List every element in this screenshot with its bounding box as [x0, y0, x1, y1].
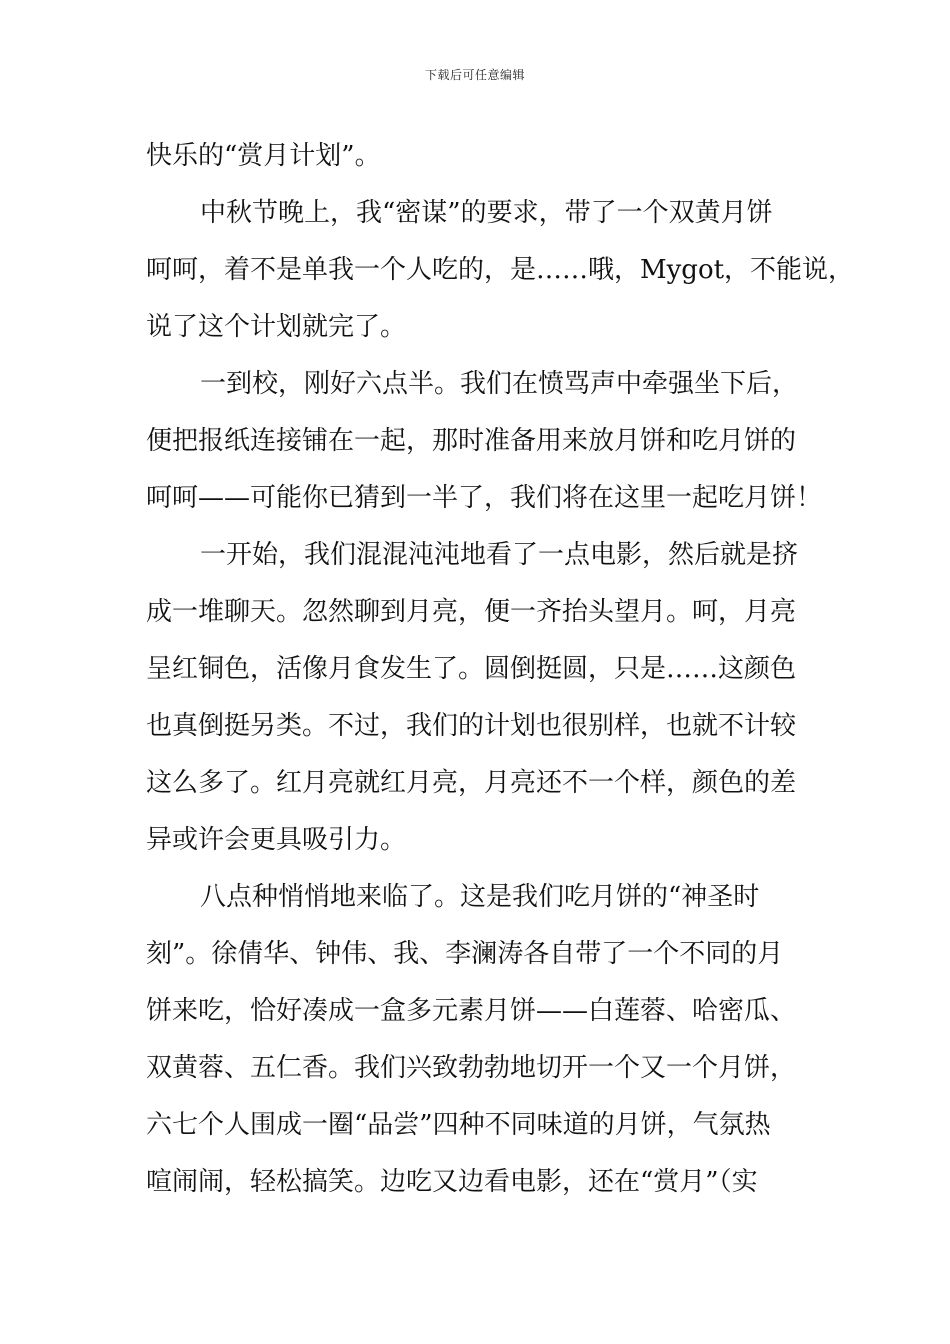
text-line: 刻”。徐倩华、钟伟、我、李澜涛各自带了一个不同的月: [146, 939, 784, 969]
text-line: 八点种悄悄地来临了。这是我们吃月饼的“神圣时: [200, 882, 760, 912]
text-line: 中秋节晚上，我“密谋”的要求，带了一个双黄月饼: [200, 198, 773, 228]
text-line: 一开始，我们混混沌沌地看了一点电影，然后就是挤: [200, 540, 799, 570]
text-line: 饼来吃，恰好凑成一盒多元素月饼——白莲蓉、哈密瓜、: [146, 996, 797, 1026]
document-body: [146, 128, 855, 1211]
text-line: 也真倒挺另类。不过，我们的计划也很别样，也就不计较: [146, 711, 797, 741]
text-line: 喧闹闹，轻松搞笑。边吃又边看电影，还在“赏月”（实: [146, 1167, 758, 1197]
text-line: 快乐的“赏月计划”。: [146, 141, 381, 171]
text-line: 便把报纸连接铺在一起，那时准备用来放月饼和吃月饼的: [146, 426, 797, 456]
text-line: 成一堆聊天。忽然聊到月亮，便一齐抬头望月。呵，月亮: [146, 597, 797, 627]
page-header: 下载后可任意编辑: [424, 68, 525, 82]
text-line: 呈红铜色，活像月食发生了。圆倒挺圆，只是……这颜色: [146, 654, 797, 684]
text-line: 一到校，刚好六点半。我们在愤骂声中牵强坐下后，: [200, 369, 799, 399]
text-line: 异或许会更具吸引力。: [146, 825, 407, 855]
text-line: 说了这个计划就完了。: [146, 312, 407, 342]
text-line: 双黄蓉、五仁香。我们兴致勃勃地切开一个又一个月饼，: [146, 1053, 797, 1083]
text-line: 六七个人围成一圈“品尝”四种不同味道的月饼，气氛热: [146, 1110, 771, 1140]
text-line: 呵呵，着不是单我一个人吃的，是……哦，Mygot，不能说，: [146, 255, 855, 285]
text-line: 这么多了。红月亮就红月亮，月亮还不一个样，颜色的差: [146, 768, 797, 798]
text-line: 呵呵——可能你已猜到一半了，我们将在这里一起吃月饼！: [146, 483, 823, 513]
